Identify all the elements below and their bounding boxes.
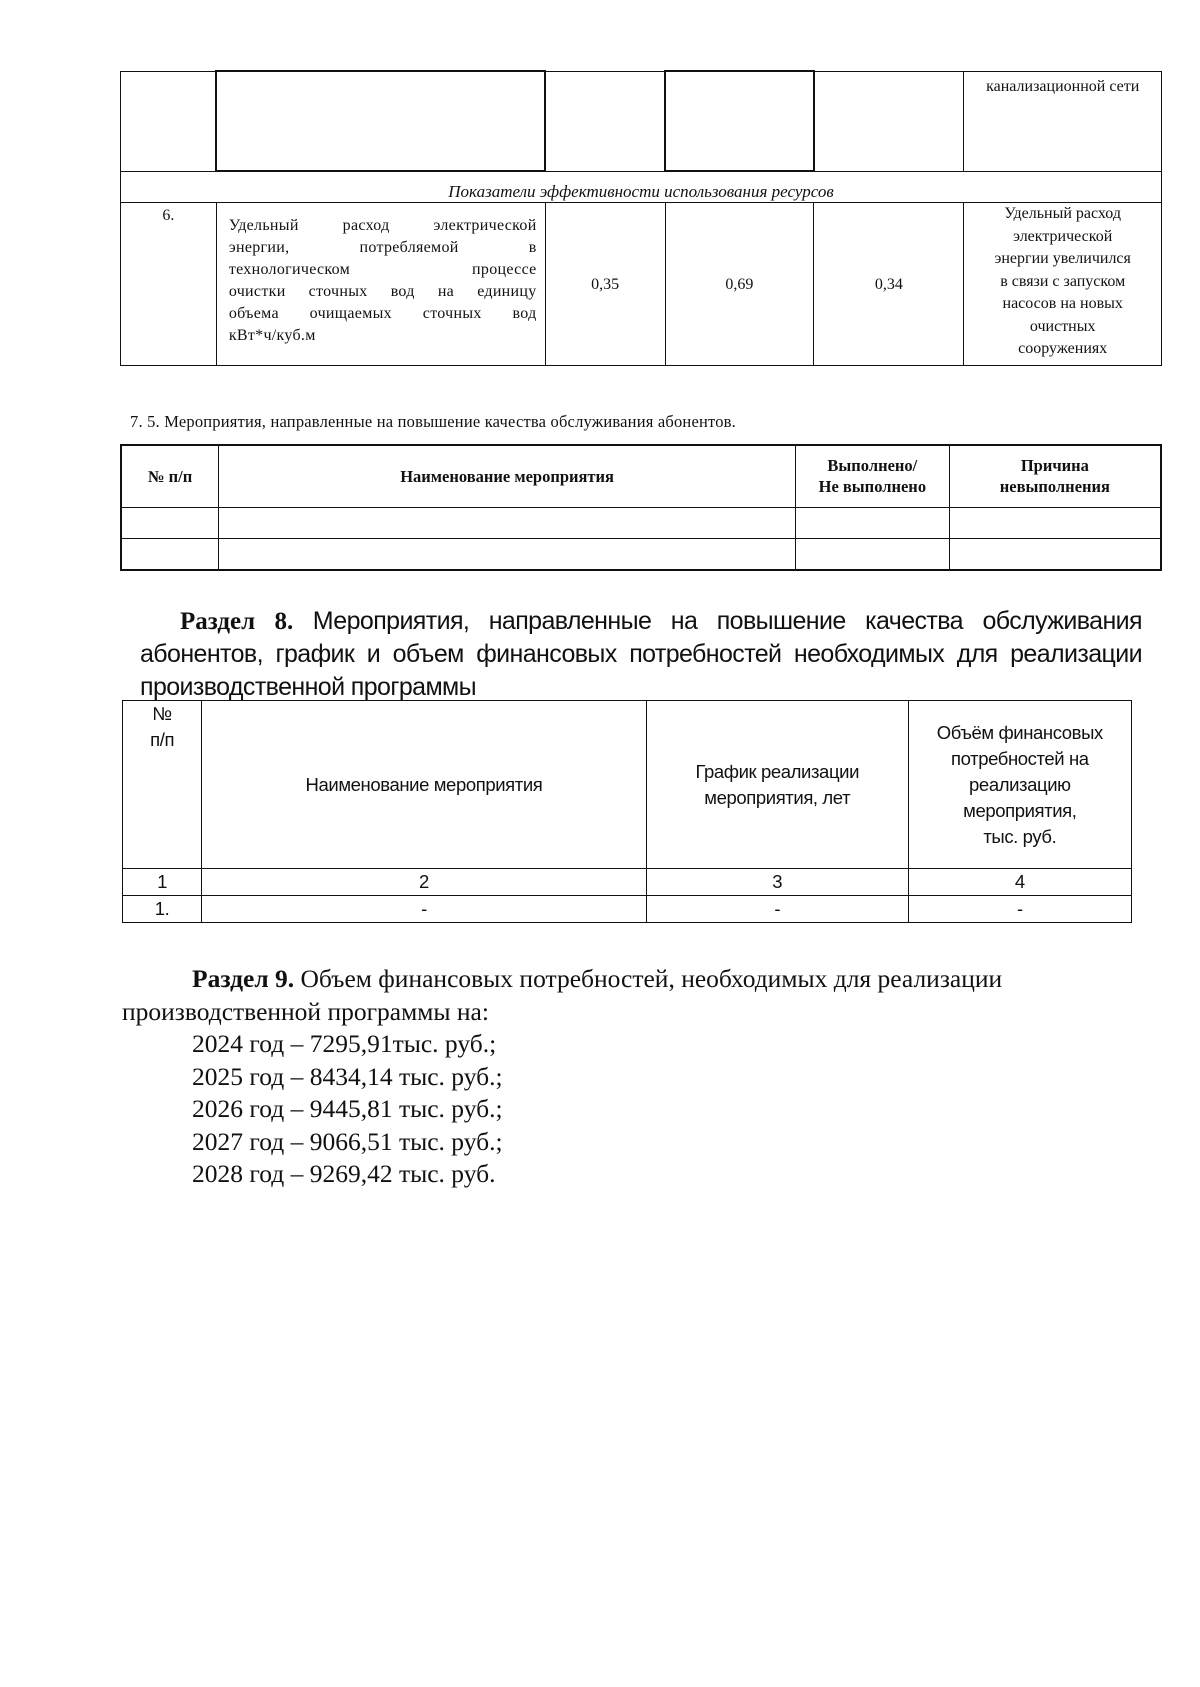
column-numbers-row: 1 2 3 4	[123, 869, 1132, 896]
indicator-name: Удельный расход электрической энергии, потребляемой в технологическом процессе очистки сточных вод на единицу объема очищаемых сточных вод кВт*ч/куб.м	[216, 203, 545, 366]
year-line: 2027 год – 9066,51 тыс. руб.;	[192, 1126, 503, 1156]
financial-needs-table	[122, 700, 1132, 923]
year-line: 2028 год – 9269,42 тыс. руб.	[192, 1159, 496, 1188]
col-header-schedule: График реализации мероприятия, лет	[646, 701, 908, 869]
value-cell: 0,34	[814, 203, 964, 366]
year-line: 2025 год – 8434,14 тыс. руб.;	[192, 1061, 503, 1091]
col-header-volume: Объём финансовых потребностей на реализацию мероприятия, тыс. руб.	[908, 701, 1131, 869]
section-9-label: Раздел 9.	[192, 964, 295, 993]
table-header-row	[121, 445, 1161, 507]
value-cell: 0,35	[545, 203, 665, 366]
table-section-row	[121, 171, 1162, 203]
year-line: 2024 год – 7295,91тыс. руб.;	[192, 1029, 497, 1058]
continued-note-cell: канализационной сети	[964, 71, 1162, 171]
col-header-done: Выполнено/ Не выполнено	[795, 445, 949, 507]
col-header-reason: Причина невыполнения	[949, 445, 1161, 507]
section-8-heading: Раздел 8. Мероприятия, направленные на повышение качества обслуживания абонентов, график и объем финансовых потребностей необходимых для реализации производственной программы	[140, 607, 1142, 701]
col-header-number: № п/п	[121, 445, 219, 507]
col-header-number: № п/п	[123, 701, 202, 869]
efficiency-indicators-table	[120, 70, 1162, 366]
reason-cell: Удельный расход электрической энергии увеличился в связи с запуском насосов на новых очистных сооружениях	[964, 203, 1162, 366]
section-title: Показатели эффективности использования ресурсов	[121, 171, 1162, 203]
col-header-name: Наименование мероприятия	[219, 445, 796, 507]
table-row	[121, 203, 1162, 366]
table-row	[121, 538, 1161, 570]
col-header-name: Наименование мероприятия	[202, 701, 647, 869]
subsection-caption: 7. 5. Мероприятия, направленные на повышение качества обслуживания абонентов.	[130, 412, 736, 431]
table-header-row	[123, 701, 1132, 869]
year-line: 2026 год – 9445,81 тыс. руб.;	[192, 1094, 503, 1123]
table-row	[121, 71, 1162, 171]
value-cell: 0,69	[665, 203, 814, 366]
row-number: 6.	[121, 203, 217, 366]
subscriber-service-measures-table	[120, 444, 1162, 571]
table-row: 1. - - -	[123, 896, 1132, 923]
table-row	[121, 507, 1161, 538]
section-9: Раздел 9. Объем финансовых потребностей, необходимых для реализации производственной программы на: 2024 год – 7295,91тыс. руб.; 2025 год – 8434,14 тыс. руб.; 2026 год – 9445,81 тыс. руб.; 2027 год – 9066,51 тыс. руб.; 2028 год – 9269,42 тыс. руб.	[122, 963, 1152, 1191]
section-8-label: Раздел 8.	[180, 608, 294, 635]
